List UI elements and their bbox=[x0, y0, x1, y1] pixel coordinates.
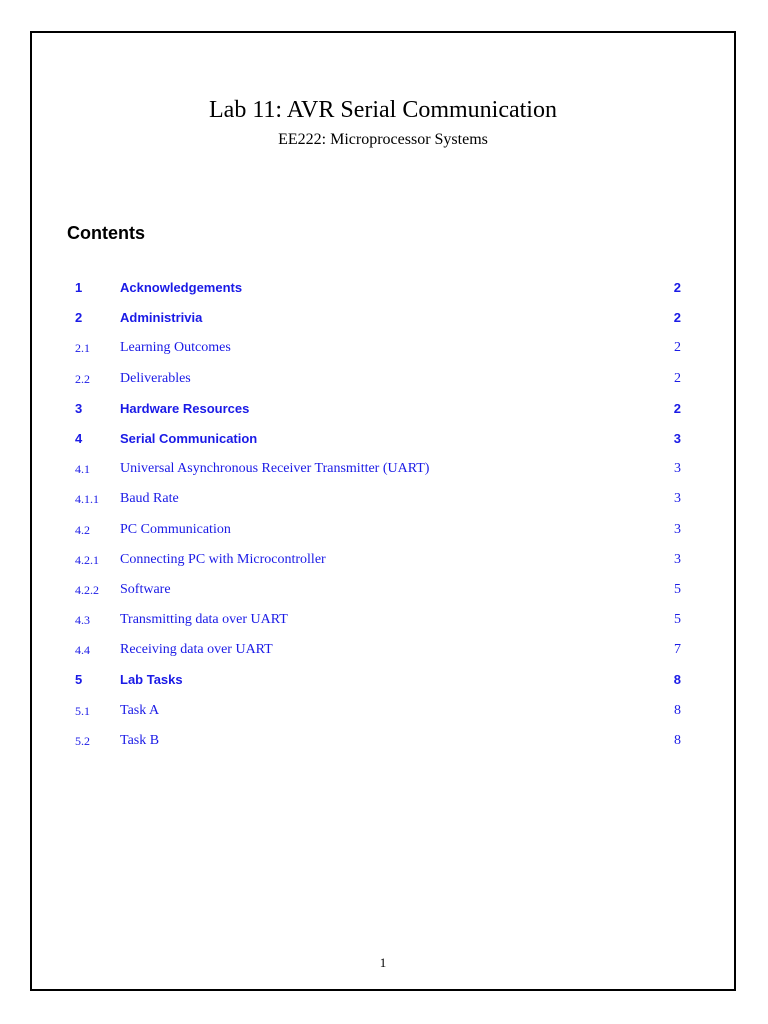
toc-entry-label: Transmitting data over UART bbox=[120, 612, 288, 628]
contents-heading: Contents bbox=[67, 223, 145, 243]
toc-entry[interactable] bbox=[75, 333, 681, 363]
toc-entry-page: 3 bbox=[674, 461, 681, 477]
toc-entry-number: 4.1.1 bbox=[75, 492, 99, 507]
toc-entry-number: 4.1 bbox=[75, 462, 90, 477]
toc-entry-number: 1 bbox=[75, 280, 83, 295]
toc-entry-label: Task A bbox=[120, 702, 160, 718]
toc-entry-number: 4.4 bbox=[75, 643, 90, 658]
toc-entry[interactable] bbox=[75, 726, 681, 756]
toc-entry-page: 3 bbox=[674, 491, 681, 507]
toc-entry-number: 4.2 bbox=[75, 522, 90, 537]
toc-entry[interactable] bbox=[75, 515, 681, 545]
toc-entry-number: 5 bbox=[75, 672, 83, 688]
toc-entry-label: Administrivia bbox=[120, 310, 203, 326]
toc-entry-page: 5 bbox=[674, 612, 681, 628]
toc-entry-number: 2.1 bbox=[75, 341, 90, 356]
toc-entry-page: 2 bbox=[673, 310, 681, 326]
toc-entry-label: Deliverables bbox=[120, 370, 191, 386]
toc-entry-number: 3 bbox=[75, 400, 83, 416]
toc-entry-label: Task B bbox=[120, 732, 160, 748]
toc-entry-page: 3 bbox=[674, 521, 681, 537]
toc-entry-page: 2 bbox=[674, 370, 681, 386]
toc-entry-page: 2 bbox=[673, 400, 681, 416]
toc-entry-label: Learning Outcomes bbox=[120, 340, 231, 356]
document-subtitle: EE222: Microprocessor Systems bbox=[278, 131, 488, 148]
toc-entry-number: 4.2.2 bbox=[75, 582, 99, 597]
toc-entry-number: 2.2 bbox=[75, 371, 90, 386]
toc-entry-page: 5 bbox=[674, 581, 681, 597]
toc-entry-number: 4.2.1 bbox=[75, 552, 99, 567]
toc-entry-label: Hardware Resources bbox=[120, 400, 250, 416]
toc-entry-label: PC Communication bbox=[120, 521, 231, 537]
toc-entry[interactable] bbox=[75, 696, 681, 726]
toc-entry-label: Receiving data over UART bbox=[120, 642, 273, 658]
toc-entry[interactable] bbox=[75, 605, 681, 635]
toc-entry[interactable] bbox=[75, 575, 681, 605]
toc-entry[interactable] bbox=[75, 665, 681, 695]
toc-entry[interactable] bbox=[75, 303, 681, 333]
toc-entry-number: 4.3 bbox=[75, 613, 90, 628]
toc-entry[interactable] bbox=[75, 545, 681, 575]
toc-entry[interactable] bbox=[75, 273, 681, 303]
toc-entry-page: 8 bbox=[674, 702, 681, 718]
toc-entry-page: 8 bbox=[674, 732, 681, 748]
toc-entry-page: 2 bbox=[674, 340, 681, 356]
toc-entry-page: 7 bbox=[674, 642, 681, 658]
toc-entry[interactable] bbox=[75, 635, 681, 665]
toc-entry-label: Universal Asynchronous Receiver Transmitter (UART) bbox=[120, 461, 430, 477]
table-of-contents bbox=[75, 273, 681, 756]
toc-entry[interactable] bbox=[75, 394, 681, 424]
toc-entry-label: Baud Rate bbox=[120, 491, 179, 507]
toc-entry[interactable] bbox=[75, 424, 681, 454]
document-page bbox=[30, 31, 736, 991]
toc-entry[interactable] bbox=[75, 484, 681, 514]
page-number: 1 bbox=[379, 955, 387, 970]
toc-entry-label: Lab Tasks bbox=[120, 672, 183, 688]
toc-entry-number: 5.1 bbox=[75, 703, 90, 718]
toc-entry[interactable] bbox=[75, 454, 681, 484]
document-title: Lab 11: AVR Serial Communication bbox=[209, 97, 557, 123]
toc-entry-label: Acknowledgements bbox=[120, 280, 243, 295]
toc-entry-page: 8 bbox=[673, 672, 681, 688]
toc-entry-page: 3 bbox=[673, 430, 681, 446]
toc-entry-page: 2 bbox=[673, 280, 681, 295]
toc-entry-label: Connecting PC with Microcontroller bbox=[120, 551, 326, 567]
toc-entry-page: 3 bbox=[674, 551, 681, 567]
toc-entry-number: 4 bbox=[75, 430, 83, 446]
toc-entry-label: Serial Communication bbox=[120, 430, 258, 446]
toc-entry-number: 5.2 bbox=[75, 733, 90, 748]
toc-entry[interactable] bbox=[75, 364, 681, 394]
toc-entry-number: 2 bbox=[75, 310, 83, 326]
toc-entry-label: Software bbox=[120, 581, 171, 597]
